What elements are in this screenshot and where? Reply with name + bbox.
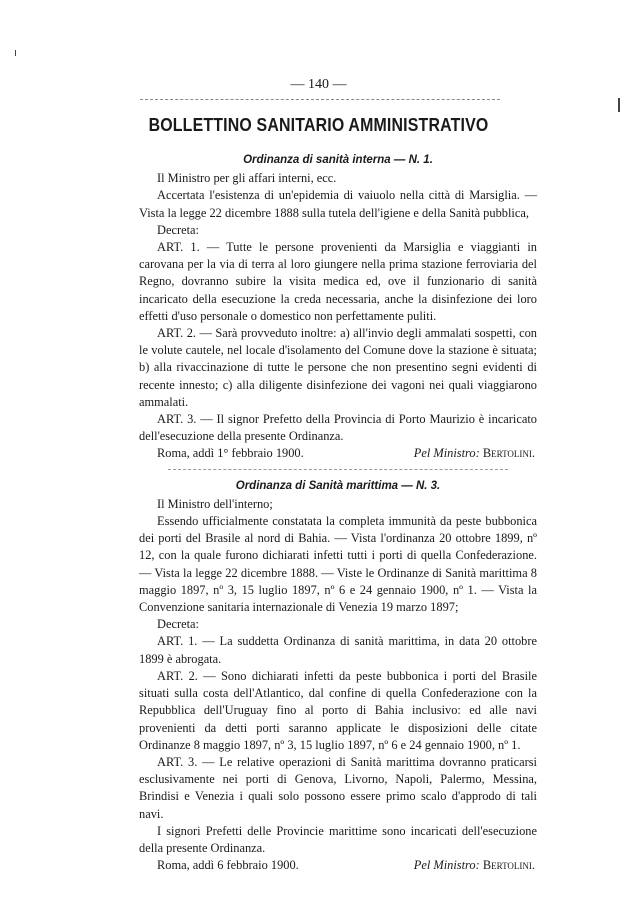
article-paragraph: ART. 1. — La suddetta Ordinanza di sanità marittima, in data 20 ottobre 1899 è abrogata. bbox=[139, 634, 537, 666]
paragraph: Essendo ufficialmente constatata la completa immunità da peste bubbonica dei porti del Brasile al nord di Bahia. — Vista l'ordinanza 20 ottobre 1899, nº 12, con la quale furono dichiarati infetti tutti i porti di quella Confederazione. — Vista la legge 22 dicembre 1888. — Viste le Ordinanze di Sanità marittima 8 maggio 1897, nº 3, 15 luglio 1897, nº 6 e 24 gennaio 1900, nº 1. — Vista la Convenzione sanitaria internazionale di Venezia 19 marzo 1897; bbox=[139, 514, 537, 615]
margin-mark bbox=[15, 50, 16, 56]
article-paragraph: ART. 3. — Il signor Prefetto della Provincia di Porto Maurizio è incaricato dell'esecuzione della presente Ordinanza. bbox=[139, 412, 537, 444]
paragraph: I signori Prefetti delle Provincie marittime sono incaricati dell'esecuzione della presente Ordinanza. bbox=[139, 823, 537, 855]
top-rule bbox=[140, 99, 500, 100]
signature-for: Pel Ministro: bbox=[413, 858, 480, 873]
signature-block bbox=[414, 445, 537, 462]
signature-line bbox=[139, 445, 537, 462]
signature-line bbox=[139, 857, 537, 874]
article-paragraph: ART. 2. — Sarà provveduto inoltre: a) all'invio degli ammalati sospetti, con le volute cautele, nel locale d'isolamento del Comune dove la stazione è situata; b) alla rivaccinazione di tutte le persone che non presentino segni evidenti di recente innesto; c) alla diligente disinfezione dei vagoni nei quali viaggiarono ammalati. bbox=[139, 326, 537, 409]
signature-name: Bertolini. bbox=[482, 446, 535, 461]
section-separator bbox=[168, 469, 508, 470]
page-number: — 140 — bbox=[290, 77, 347, 92]
article-paragraph: ART. 3. — Le relative operazioni di Sanità marittima dovranno praticarsi esclusivamente nei porti di Genova, Livorno, Napoli, Palermo, Messina, Brindisi e Venezia i quali solo possono essere primo scalo d'approdo di tali navi. bbox=[139, 754, 537, 821]
signature-block bbox=[414, 857, 537, 874]
paragraph: Decreta: bbox=[157, 222, 199, 237]
section-heading: Ordinanza di sanità interna — N. 1. bbox=[243, 154, 433, 166]
signature-place-date: Roma, addì 6 febbraio 1900. bbox=[157, 858, 299, 873]
paragraph: Accertata l'esistenza di un'epidemia di vaiuolo nella città di Marsiglia. — Vista la legge 22 dicembre 1888 sulla tutela dell'igiene e della Sanità pubblica, bbox=[139, 188, 537, 220]
article-paragraph: ART. 1. — Tutte le persone provenienti da Marsiglia e viaggianti in carovana per la via di terra al loro giungere nella prima stazione ferroviaria del Regno, dovranno subire la visita medica ed, ove il funzionario di sanità incaricato della esecuzione la creda necessaria, anche la disinfezione dei loro effetti d'uso personale o domestico non perfettamente puliti. bbox=[139, 240, 537, 323]
bulletin-title: BOLLETTINO SANITARIO AMMINISTRATIVO bbox=[148, 114, 489, 135]
signature-place-date: Roma, addì 1° febbraio 1900. bbox=[157, 446, 304, 461]
paragraph: Il Ministro dell'interno; bbox=[157, 496, 273, 511]
section-heading: Ordinanza di Sanità marittima — N. 3. bbox=[235, 479, 441, 492]
signature-name: Bertolini. bbox=[482, 858, 535, 873]
paragraph: Il Ministro per gli affari interni, ecc. bbox=[157, 171, 337, 186]
paragraph: Decreta: bbox=[157, 617, 199, 632]
document-body bbox=[139, 150, 537, 874]
margin-mark bbox=[618, 98, 620, 112]
signature-for: Pel Ministro: bbox=[413, 446, 480, 461]
article-paragraph: ART. 2. — Sono dichiarati infetti da peste bubbonica i porti del Brasile situati sulla costa dell'Atlantico, dal confine di quella Confederazione con la Repubblica dell'Uruguay fino al porto di Bahia inclusivo: ed alle navi provenienti da detti porti saranno applicate le disposizioni delle citate Ordinanze 8 maggio 1897, nº 3, 15 luglio 1897, nº 6 e 24 gennaio 1900, nº 1. bbox=[139, 668, 537, 752]
